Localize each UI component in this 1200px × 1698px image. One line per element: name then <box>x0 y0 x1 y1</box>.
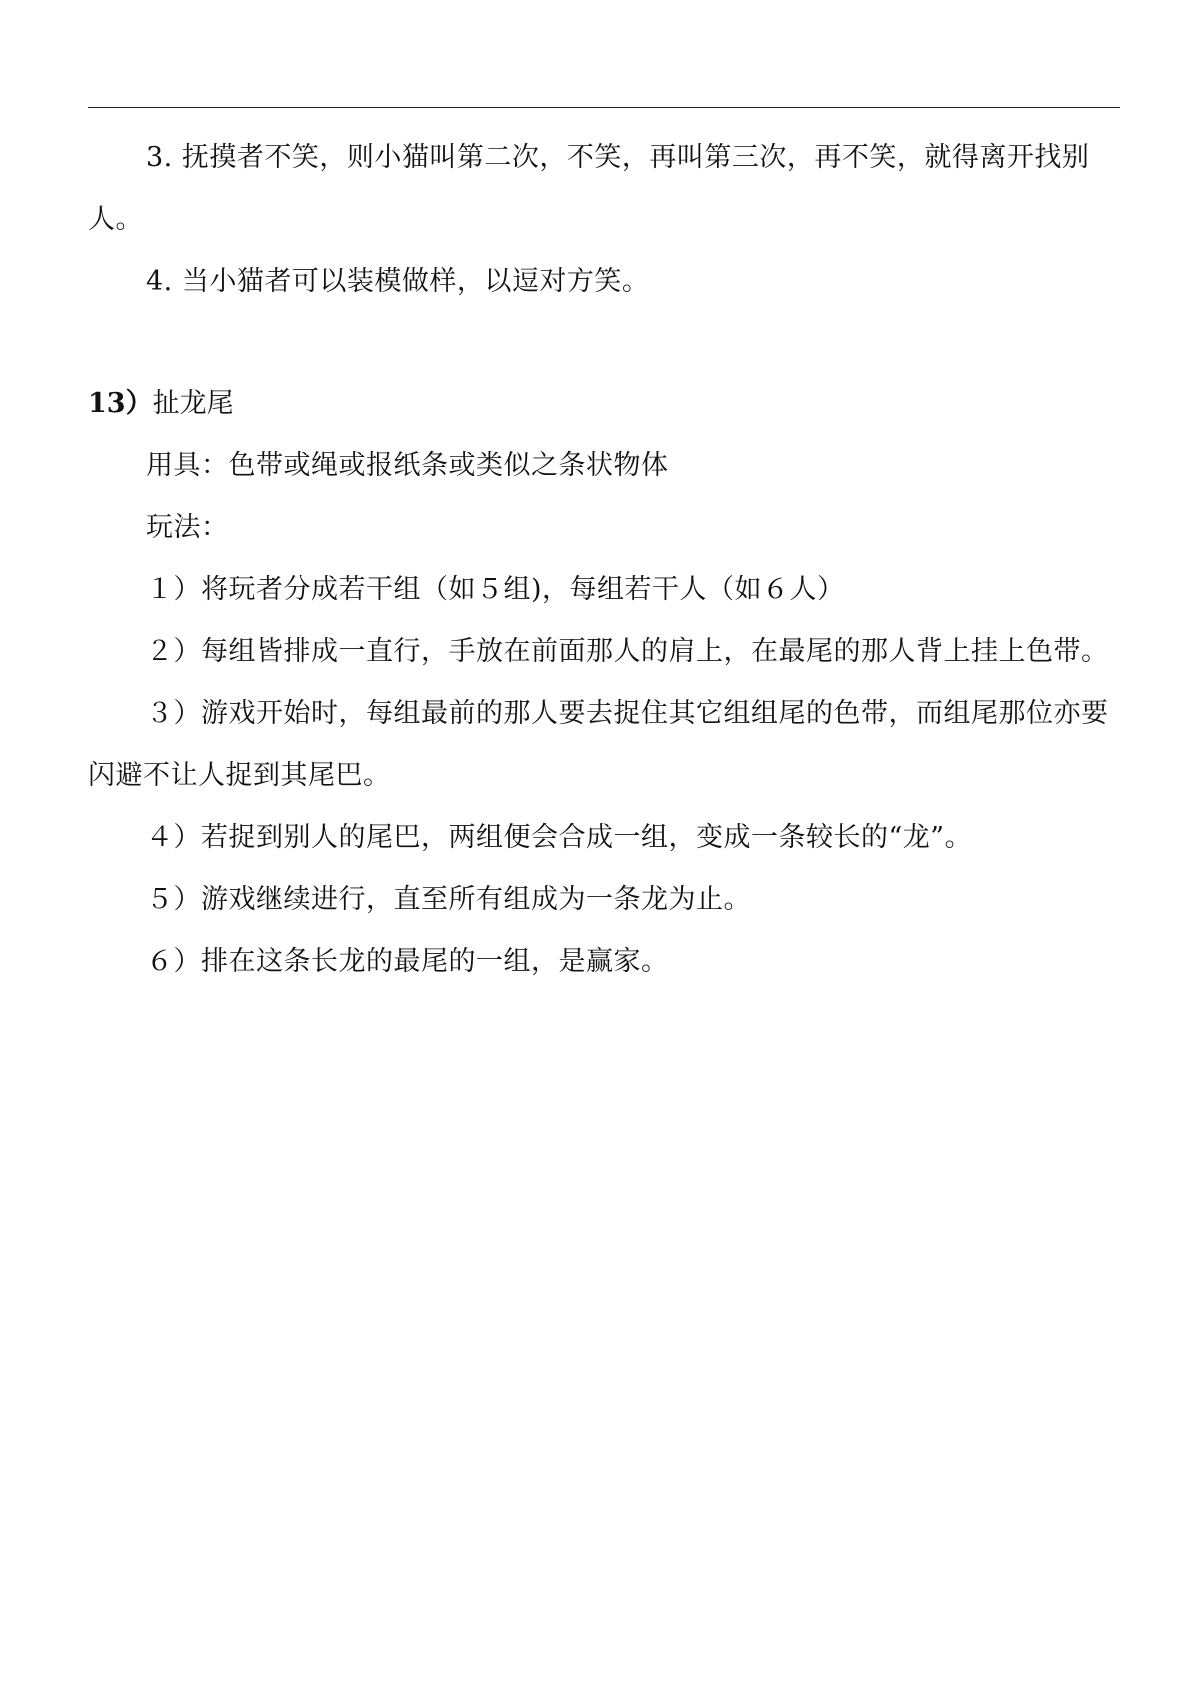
document-body <box>88 127 1124 993</box>
header-rule <box>88 107 1120 108</box>
paragraph-rule-3: 3. 抚摸者不笑，则小猫叫第二次，不笑，再叫第三次，再不笑，就得离开找别人。 <box>88 142 1090 235</box>
section-title: 扯龙尾 <box>152 388 234 419</box>
step-5: ５）游戏继续进行，直至所有组成为一条龙为止。 <box>146 884 751 915</box>
section-gap <box>88 313 1124 373</box>
tools-line: 用具：色带或绳或报纸条或类似之条状物体 <box>146 450 669 481</box>
step-2: ２）每组皆排成一直行，手放在前面那人的肩上，在最尾的那人背上挂上色带。 <box>146 636 1109 667</box>
step-4: ４）若捉到别人的尾巴，两组便会合成一组，变成一条较长的“龙”。 <box>146 822 973 853</box>
paragraph-rule-4: 4. 当小猫者可以装模做样，以逗对方笑。 <box>146 266 650 297</box>
step-3: ３）游戏开始时，每组最前的那人要去捉住其它组组尾的色带，而组尾那位亦要闪避不让人捉到其尾巴。 <box>88 698 1109 791</box>
section-number: 13） <box>88 388 153 419</box>
step-6: ６）排在这条长龙的最尾的一组，是赢家。 <box>146 946 669 977</box>
step-1: １）将玩者分成若干组（如５组)，每组若干人（如６人） <box>146 574 845 605</box>
section-heading <box>88 373 1124 435</box>
play-label: 玩法： <box>146 512 229 543</box>
